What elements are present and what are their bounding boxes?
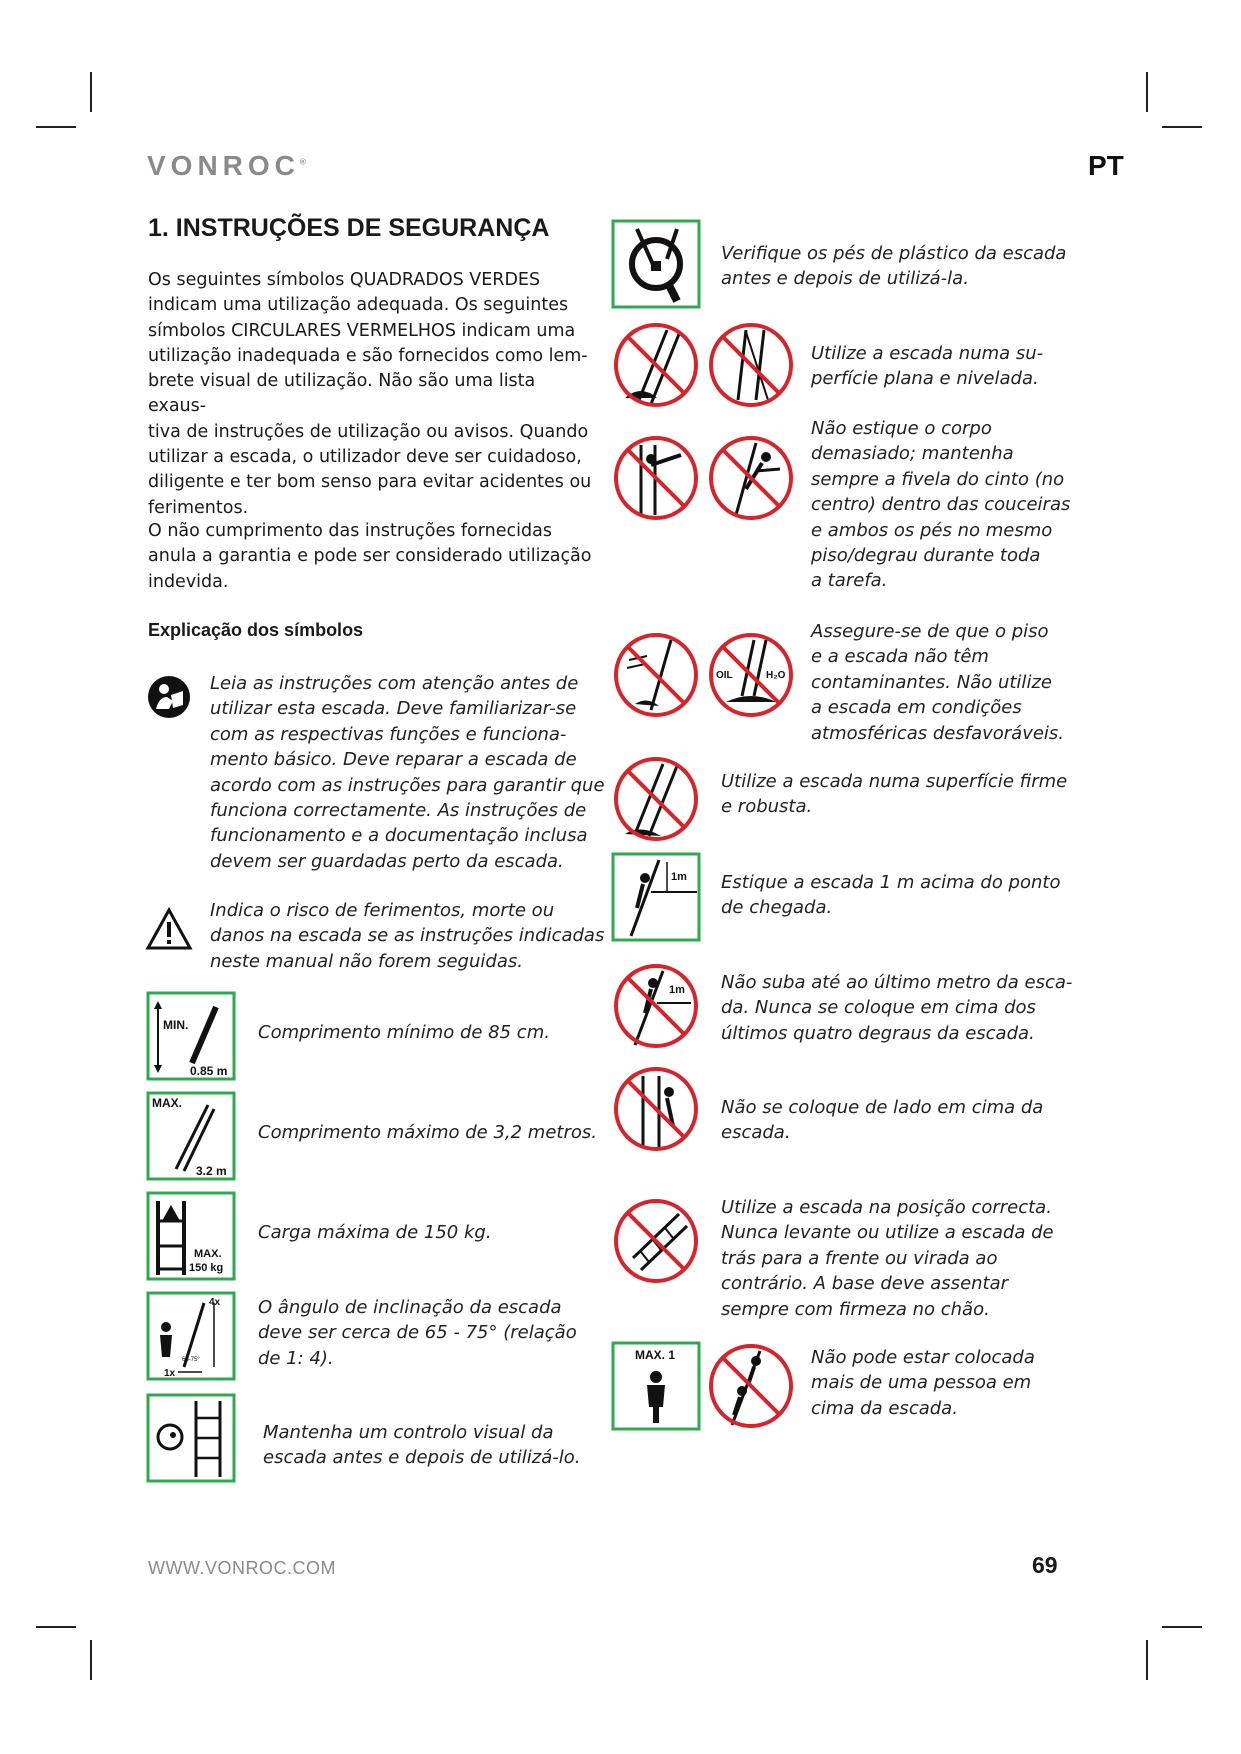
overreach-side-icon (611, 433, 701, 523)
extend-1m-text: Estique a escada 1 m acima do ponto de chegada. (721, 872, 1061, 919)
feet-check-icon (611, 219, 701, 309)
max-value: 3.2 m (196, 1164, 227, 1178)
angle-icon (146, 1291, 236, 1381)
ratio-bottom-label: 1x (164, 1368, 176, 1379)
max-length-text: Comprimento máximo de 3,2 metros. (258, 1122, 597, 1143)
water-label: H₂O (766, 670, 786, 681)
top-metre-text: Não suba até ao último metro da esca- da. Nunca se coloque em cima dos últimos quatro degraus da escada. (721, 972, 1073, 1044)
angle-range-label: 65-75° (182, 1357, 200, 1363)
warning-icon (145, 907, 193, 951)
visual-check-text: Mantenha um controlo visual da escada antes e depois de utilizá-lo. (263, 1422, 581, 1469)
uneven-surface-icon (611, 320, 701, 410)
crop-mark (36, 1626, 76, 1628)
section-title: 1. INSTRUÇÕES DE SEGURANÇA (148, 214, 550, 242)
max-load-text: Carga máxima de 150 kg. (258, 1222, 492, 1243)
load-max-label: MAX. (194, 1248, 222, 1260)
level-surface-text: Utilize a escada numa su- perfície plana e nivelada. (811, 343, 1044, 390)
min-length-icon (146, 991, 236, 1081)
angle-text: O ângulo de inclinação da escada deve ser cerca de 65 - 75° (relação de 1: 4). (258, 1297, 577, 1369)
orientation-text: Utilize a escada na posição correcta. Nunca levante ou utilize a escada de trás para a frente ou virada ao contrário. A base deve assentar sempre com firmeza no chão. (721, 1197, 1054, 1320)
symbols-heading: Explicação dos símbolos (148, 620, 364, 640)
firm-surface-text: Utilize a escada numa superfície firme e robusta. (721, 771, 1068, 818)
overreach-text: Não estique o corpo demasiado; mantenha sempre a fivela do cinto (no centro) dentro das couceiras e ambos os pés no mesmo piso/degrau durante toda a tarefa. (811, 418, 1071, 592)
sloped-surface-icon (706, 320, 796, 410)
brand-logo: VONROC® (147, 150, 311, 181)
oil-label: OIL (716, 670, 733, 681)
max-one-person-icon (611, 1341, 701, 1431)
page-number: 69 (1032, 1552, 1058, 1578)
crop-mark (1146, 72, 1148, 112)
language-code: PT (1088, 150, 1124, 181)
crop-mark (1162, 126, 1202, 128)
max-load-icon (146, 1191, 236, 1281)
read-manual-icon (147, 675, 191, 719)
crop-mark (90, 1640, 92, 1680)
crop-mark (1146, 1640, 1148, 1680)
footer-url: WWW.VONROC.COM (148, 1558, 336, 1578)
max-one-label: MAX. 1 (635, 1348, 676, 1362)
warranty-paragraph: O não cumprimento das instruções fornecidas anula a garantia e pode ser considerado utilização indevida. (148, 521, 592, 592)
load-max-value: 150 kg (189, 1262, 224, 1274)
feet-check-text: Verifique os pés de plástico da escada antes e depois de utilizá-la. (721, 243, 1067, 290)
one-m-label-2: 1m (669, 984, 685, 996)
side-step-text: Não se coloque de lado em cima da escada. (721, 1097, 1044, 1144)
intro-paragraph: Os seguintes símbolos QUADRADOS VERDES indicam uma utilização adequada. Os seguintes símbolos CIRCULARES VERMELHOS indicam uma utilização inadequada e são fornecidos como lem- brete visual de utilização. Não são uma lista exaus- tiva de instruções de utilização ou avisos. Quando utilizar a escada, o utilizador deve ser cuidadoso, diligente e ter bom senso para evitar acidentes ou ferimentos. (148, 270, 592, 518)
oil-water-icon (706, 630, 796, 720)
one-m-label: 1m (671, 871, 687, 883)
read-manual-text: Leia as instruções com atenção antes de utilizar esta escada. Deve familiarizar-se com as respectivas funções e funciona- mento básico. Deve reparar a escada de acordo com as instruções para garantir que funciona correctamente. As instruções de funcionamento e a documentação inclusa devem ser guardadas perto da escada. (210, 673, 605, 872)
max-length-icon (146, 1091, 236, 1181)
min-label: MIN. (163, 1018, 189, 1032)
ratio-top-label: 4x (209, 1297, 221, 1308)
side-step-icon (611, 1064, 701, 1154)
soft-ground-icon (611, 754, 701, 844)
crop-mark (36, 126, 76, 128)
weather-icon (611, 630, 701, 720)
max-label: MAX. (152, 1096, 182, 1110)
wrong-orientation-icon (611, 1196, 701, 1286)
extend-1m-icon (611, 852, 701, 942)
warning-text: Indica o risco de ferimentos, morte ou danos na escada se as instruções indicadas neste manual não forem seguidas. (210, 900, 605, 972)
min-value: 0.85 m (190, 1064, 228, 1078)
one-person-text: Não pode estar colocada mais de uma pessoa em cima da escada. (811, 1347, 1035, 1419)
crop-mark (90, 72, 92, 112)
top-metre-icon (611, 961, 701, 1051)
overreach-lean-icon (706, 433, 796, 523)
crop-mark (1162, 1626, 1202, 1628)
contaminants-text: Assegure-se de que o piso e a escada não têm contaminantes. Não utilize a escada em condições atmosféricas desfavoráveis. (811, 621, 1065, 744)
two-persons-icon (706, 1341, 796, 1431)
visual-check-icon (146, 1393, 236, 1483)
min-length-text: Comprimento mínimo de 85 cm. (258, 1022, 550, 1043)
